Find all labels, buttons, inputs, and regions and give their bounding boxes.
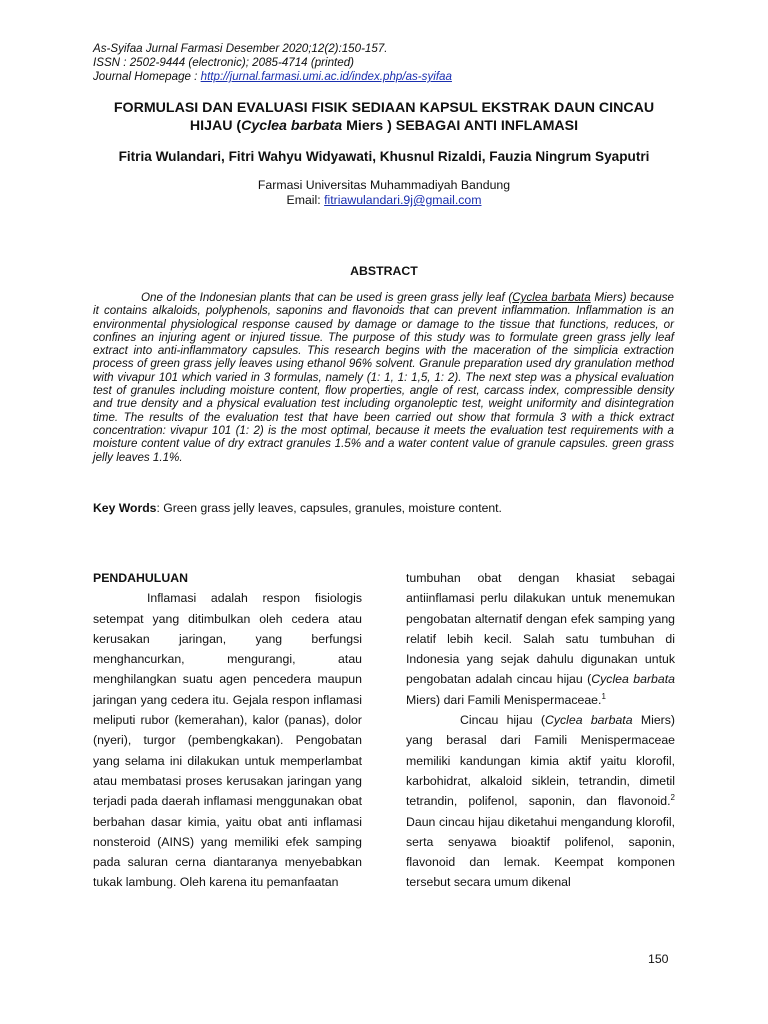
title-line-2 [80,117,688,135]
keywords [93,501,674,515]
reference-2: 2 [670,793,675,803]
title-line-1: FORMULASI DAN EVALUASI FISIK SEDIAAN KAPSUL EKSTRAK DAUN CINCAU [113,100,655,116]
email-line [170,193,598,208]
paper-title [80,99,688,135]
homepage-label: Journal Homepage : [93,70,201,83]
journal-header [93,42,693,84]
right-paragraph-2 [406,710,675,893]
journal-issn: ISSN : 2502-9444 (electronic); 2085-4714 (printed) [93,56,355,69]
title-line-2-pre: HIJAU ( [189,118,242,134]
right-p1-pre: tumbuhan obat dengan khasiat sebagai antiinflamasi perlu dilakukan untuk menemukan pengobatan alternatif dengan efek samping yang relatif lebih kecil. Salah satu tumbuhan di Indonesia yang sejak dahulu digunakan untuk pengobatan adalah cincau hijau ( [406,571,675,687]
homepage-link[interactable]: http://jurnal.farmasi.umi.ac.id/index.php/as-syifaa [200,70,452,83]
abstract-heading: ABSTRACT [350,264,418,278]
right-p2-species: Cyclea barbata [544,713,633,728]
title-species: Cyclea barbata [241,118,343,134]
email-link[interactable]: fitriawulandari.9j@gmail.com [324,193,482,207]
left-column [93,568,362,893]
affiliation [170,178,598,208]
email-label: Email: [286,193,325,207]
reference-1: 1 [601,691,606,701]
right-p2-pre: Cincau hijau ( [460,713,545,728]
authors: Fitria Wulandari, Fitri Wahyu Widyawati, Khusnul Rizaldi, Fauzia Ningrum Syaputri [118,149,650,164]
right-p1-species: Cyclea barbata [591,672,675,687]
right-p2-post2: Daun cincau hijau diketahui mengandung klorofil, serta senyawa bioaktif polifenol, saponin, flavonoid dan lemak. Keempat komponen tersebut secara umum dikenal [406,814,675,890]
right-paragraph-1 [406,568,675,710]
title-line-2-post: Miers ) SEBAGAI ANTI INFLAMASI [342,118,579,134]
institution: Farmasi Universitas Muhammadiyah Bandung [257,178,511,192]
page-number: 150 [648,952,669,966]
keywords-label: Key Words [93,501,157,515]
left-paragraph: Inflamasi adalah respon fisiologis setempat yang ditimbulkan oleh cedera atau kerusakan jaringan, yang berfungsi menghancurkan, mengurangi, atau menghilangkan suatu agen pencedera maupun jaringan yang cedera itu. Gejala respon inflamasi meliputi rubor (kemerahan), kalor (panas), dolor (nyeri), turgor (pembengkakan). Pengobatan yang selama ini dilakukan untuk memperlambat atau membatasi proses kerusakan jaringan yang terjadi pada daerah inflamasi menggunakan obat berbahan dasar kimia, yaitu obat anti inflamasi nonsteroid (AINS) yang memiliki efek samping pada saluran cerna diantaranya menyebabkan tukak lambung. Oleh karena itu pemanfaatan [93,591,362,890]
abstract-text-pre: One of the Indonesian plants that can be used is green grass jelly leaf ( [141,291,513,304]
abstract-text-post: Miers) because it contains alkaloids, polyphenols, saponins and flavonoids that can prevent inflammation. Inflammation is an environmental physiological response caused by damage or damage to the tissue that functions, reduces, or confines an injuring agent or injured tissue. The purpose of this study was to formulate green grass jelly leaf extract into anti-inflammatory capsules. This research begins with the maceration of the simplicia extraction process of green grass jelly leaves using ethanol 96% solvent. Granule preparation used dry granulation method with vivapur 101 which varied in 3 formulas, namely (1: 1, 1: 1,5, 1: 2). The next step was a physical evaluation test of granules including moisture content, flow properties, angle of rest, carcass index, compressible density and true density and a physical evaluation test including organoleptic test, weight uniformity and disintegration time. The results of the evaluation test that have been carried out show that formula 3 with a thick extract concentration: vivapur 101 (1: 2) is the most optimal, because it meets the evaluation test requirements with a moisture content value of dry extract granules 1.5% and a water content value of granule capsules. green grass jelly leaves 1.1%. [93,291,674,464]
keywords-text: : Green grass jelly leaves, capsules, granules, moisture content. [156,501,502,515]
abstract-species: Cyclea barbata [512,291,591,304]
right-column [406,568,675,893]
abstract-text [93,291,674,464]
right-p1-post: Miers) dari Famili Menispermaceae. [406,692,602,707]
journal-citation: As-Syifaa Jurnal Farmasi Desember 2020;12(2):150-157. [93,42,388,55]
journal-homepage [93,70,693,84]
right-p2-post1: Miers) yang berasal dari Famili Menispermaceae memiliki kandungan kimia aktif yaitu klorofil, karbohidrat, alkaloid siklein, tetrandin, dimetil tetrandin, polifenol, saponin, dan flavonoid. [406,713,675,809]
section-heading: PENDAHULUAN [93,571,188,585]
